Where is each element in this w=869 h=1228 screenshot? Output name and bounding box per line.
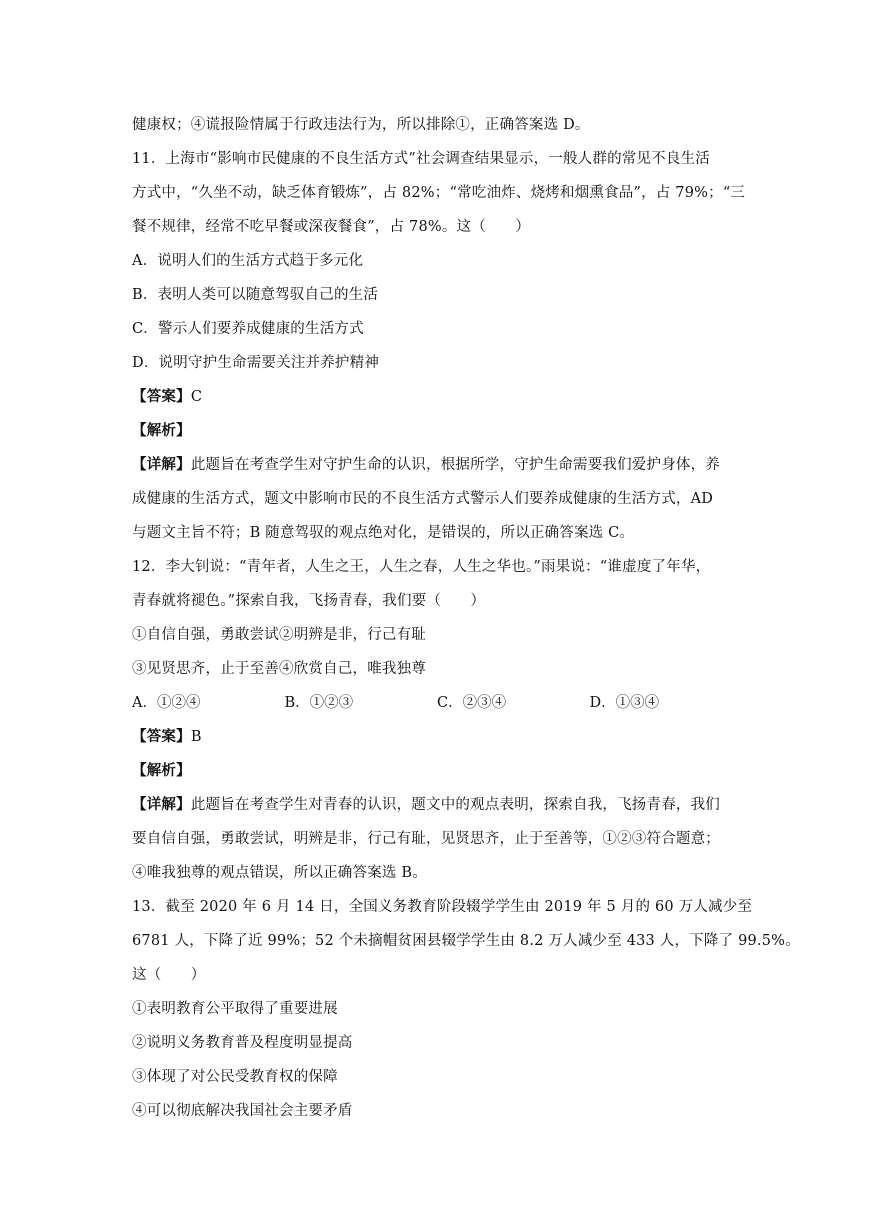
q11-stem-line-3: 餐不规律，经常不吃早餐或深夜餐食”，占 78%。这（ ） bbox=[132, 219, 531, 235]
q11-option-a: A．说明人们的生活方式趋于多元化 bbox=[132, 253, 364, 269]
q11-detail-line-1 bbox=[132, 448, 742, 482]
previous-analysis-line: 健康权；④谎报险情属于行政违法行为，所以排除①，正确答案选 D。 bbox=[132, 117, 590, 133]
q12-stem-line-2: 青春就将褪色。”探索自我，飞扬青春，我们要（ ） bbox=[132, 593, 486, 609]
document-body bbox=[132, 108, 800, 1128]
q12-option-b: B．①②③ bbox=[284, 695, 354, 711]
q13-stem-line-1: 13．截至 2020 年 6 月 14 日，全国义务教育阶段辍学学生由 2019 年 5 月的 60 万人减少至 bbox=[132, 899, 753, 915]
q11-analysis bbox=[132, 414, 742, 448]
q13-statement-1: ①表明教育公平取得了重要进展 bbox=[132, 1001, 338, 1017]
q12-detail-line-1 bbox=[132, 788, 742, 822]
q12-option-a: A．①②④ bbox=[132, 695, 201, 711]
q11-detail-line-3: 与题文主旨不符；B 随意驾驭的观点绝对化，是错误的，所以正确答案选 C。 bbox=[132, 525, 635, 541]
q13-stem-line-2: 6781 人，下降了近 99%；52 个未摘帽贫困县辍学学生由 8.2 万人减少至 433 人，下降了 99.5%。 bbox=[132, 933, 800, 949]
q12-stem-line-1: 12．李大钊说：“青年者，人生之王，人生之春，人生之华也。”雨果说：“谁虚度了年华， bbox=[132, 559, 711, 575]
detail-text: 此题旨在考查学生对青春的认识，题文中的观点表明，探索自我，飞扬青春，我们 bbox=[190, 797, 721, 813]
q11-option-d: D．说明守护生命需要关注并养护精神 bbox=[132, 355, 380, 371]
q12-statement-line-2: ③见贤思齐，止于至善④欣赏自己，唯我独尊 bbox=[132, 661, 426, 677]
q12-detail-line-2: 要自信自强，勇敢尝试，明辨是非，行己有耻，见贤思齐，止于至善等，①②③符合题意； bbox=[132, 831, 720, 847]
q13-statement-4: ④可以彻底解决我国社会主要矛盾 bbox=[132, 1103, 353, 1119]
q13-statement-3: ③体现了对公民受教育权的保障 bbox=[132, 1069, 338, 1085]
q11-stem-line-1: 11．上海市“影响市民健康的不良生活方式”社会调查结果显示，一般人群的常见不良生活 bbox=[132, 151, 710, 167]
answer-label: 【答案】 bbox=[132, 728, 191, 745]
answer-value: B bbox=[190, 729, 202, 745]
detail-label: 【详解】 bbox=[132, 796, 191, 813]
q11-option-c: C．警示人们要养成健康的生活方式 bbox=[132, 321, 364, 337]
analysis-label: 【解析】 bbox=[132, 422, 191, 439]
detail-label: 【详解】 bbox=[132, 456, 191, 473]
q12-options-row bbox=[132, 686, 742, 720]
q11-answer bbox=[132, 380, 742, 414]
analysis-label: 【解析】 bbox=[132, 762, 191, 779]
q12-analysis bbox=[132, 754, 742, 788]
q13-statement-2: ②说明义务教育普及程度明显提高 bbox=[132, 1035, 353, 1051]
answer-value: C bbox=[190, 389, 203, 405]
q11-detail-line-2: 成健康的生活方式，题文中影响市民的不良生活方式警示人们要养成健康的生活方式，AD bbox=[132, 491, 714, 507]
q11-stem-line-2: 方式中，“久坐不动，缺乏体育锻炼”，占 82%；“常吃油炸、烧烤和烟熏食品”，占 79%；“三 bbox=[132, 185, 746, 201]
answer-label: 【答案】 bbox=[132, 388, 191, 405]
q12-statement-line-1: ①自信自强，勇敢尝试②明辨是非，行己有耻 bbox=[132, 627, 426, 643]
q11-option-b: B．表明人类可以随意驾驭自己的生活 bbox=[132, 287, 379, 303]
detail-text: 此题旨在考查学生对守护生命的认识，根据所学，守护生命需要我们爱护身体，养 bbox=[190, 457, 721, 473]
q12-option-c: C．②③④ bbox=[437, 695, 507, 711]
q12-detail-line-3: ④唯我独尊的观点错误，所以正确答案选 B。 bbox=[132, 865, 427, 881]
q12-answer bbox=[132, 720, 742, 754]
q12-option-d: D．①③④ bbox=[589, 695, 660, 711]
q13-stem-line-3: 这（ ） bbox=[132, 967, 206, 983]
